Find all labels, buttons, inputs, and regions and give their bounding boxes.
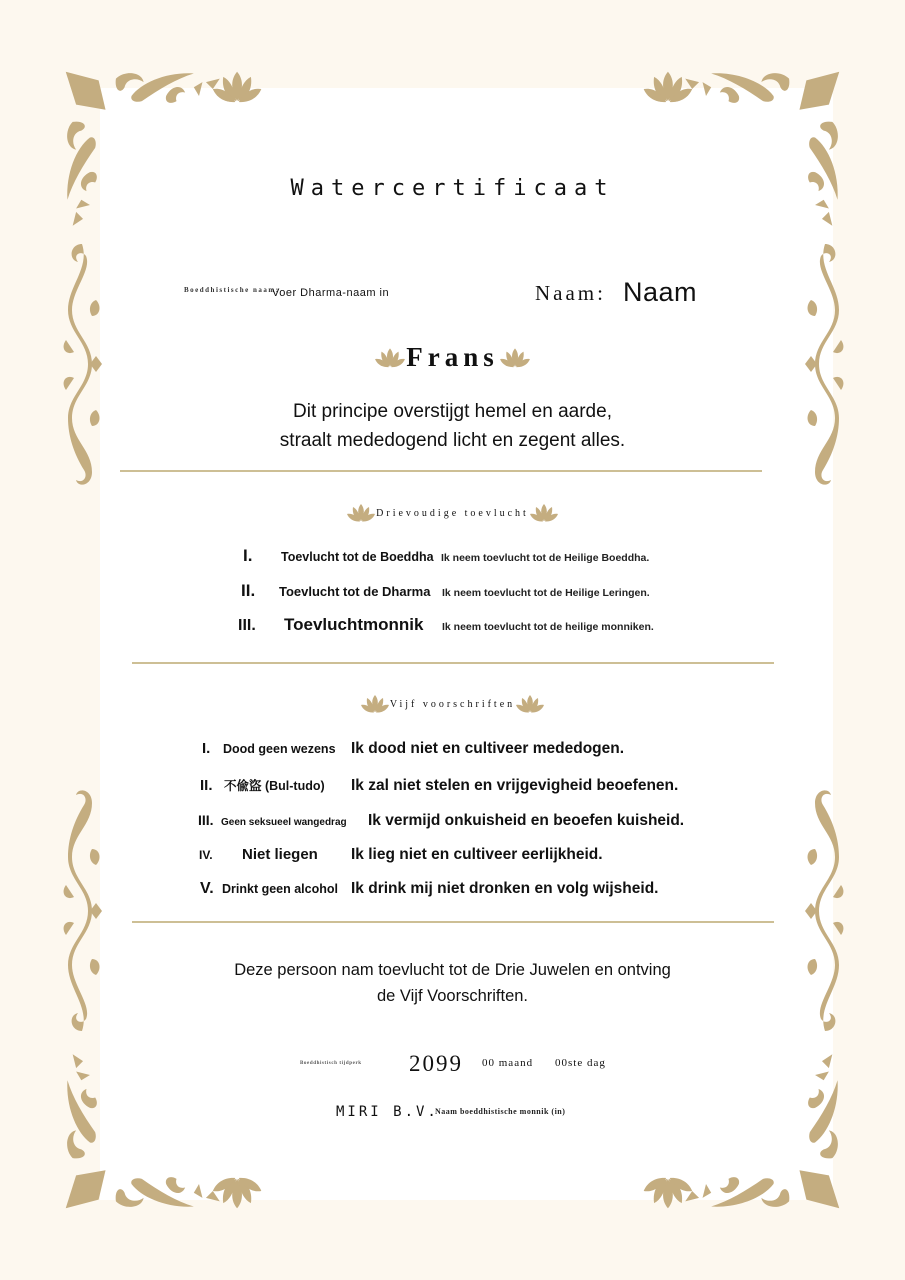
refuge-description: Ik neem toevlucht tot de Heilige Leringen.: [442, 587, 650, 599]
month-field[interactable]: 00 maand: [482, 1057, 534, 1069]
closing-statement: [0, 957, 905, 1009]
divider: [120, 470, 762, 472]
precept-description: Ik dood niet en cultiveer mededogen.: [351, 740, 625, 757]
precept-row: [199, 846, 603, 864]
refuge-title: Toevluchtmonnik: [284, 615, 424, 634]
dharma-heading: [0, 342, 905, 373]
precept-title: Niet liegen: [242, 846, 318, 863]
motto-line-1: Dit principe overstijgt hemel en aarde,: [293, 401, 612, 422]
divider: [132, 921, 774, 923]
precepts-heading: [0, 693, 905, 715]
lotus-icon: [346, 502, 376, 524]
precept-title: Dood geen wezens: [223, 742, 336, 756]
refuge-row: [238, 615, 654, 635]
precept-row: [198, 812, 684, 830]
name-label: Naam:: [535, 281, 606, 305]
buddhist-name-field[interactable]: Voer Dharma-naam in: [272, 287, 390, 299]
closing-line-1: Deze persoon nam toevlucht tot de Drie Juwelen en ontving: [234, 961, 671, 979]
precept-title: Geen seksueel wangedrag: [221, 817, 347, 828]
name-field[interactable]: Naam: [623, 277, 698, 307]
era-label: Boeddhistisch tijdperk: [300, 1061, 362, 1066]
precept-title: Drinkt geen alcohol: [222, 882, 338, 896]
precept-numeral: III.: [198, 812, 214, 828]
year-field[interactable]: 2099: [409, 1051, 463, 1076]
lotus-icon: [374, 346, 406, 370]
closing-line-2: de Vijf Voorschriften.: [376, 987, 529, 1005]
buddhist-name-label: Boeddhistische naam:: [184, 286, 280, 294]
lotus-icon: [515, 693, 545, 715]
refuges-heading: [0, 502, 905, 524]
precept-row: [200, 880, 658, 898]
refuge-numeral: II.: [241, 581, 256, 600]
refuge-title: Toevlucht tot de Dharma: [279, 584, 431, 599]
precepts-heading-text: Vijf voorschriften: [389, 698, 516, 710]
precept-numeral: V.: [200, 880, 214, 897]
lotus-icon: [360, 693, 390, 715]
refuge-row: [243, 546, 649, 566]
motto-line-2: straalt mededogend licht en zegent alles.: [279, 430, 626, 451]
precept-title: 不偸盜 (Bul-tudo): [224, 779, 325, 793]
precept-description: Ik drink mij niet dronken en volg wijsheid.: [351, 880, 659, 897]
refuge-row: [241, 581, 650, 601]
lotus-icon: [499, 346, 531, 370]
precept-numeral: IV.: [199, 848, 213, 862]
refuge-description: Ik neem toevlucht tot de Heilige Boeddha.: [441, 552, 650, 564]
refuge-numeral: III.: [238, 617, 256, 634]
company-name: MIRI B.V.: [336, 1104, 439, 1120]
precept-numeral: II.: [200, 777, 213, 794]
precept-description: Ik lieg niet en cultiveer eerlijkheid.: [351, 846, 603, 863]
precept-numeral: I.: [202, 740, 211, 757]
precept-description: Ik zal niet stelen en vrijgevigheid beoefenen.: [351, 777, 679, 794]
motto: [0, 397, 905, 455]
divider: [132, 662, 774, 664]
precept-row: [200, 776, 678, 795]
precept-description: Ik vermijd onkuisheid en beoefen kuisheid.: [368, 812, 685, 829]
lotus-icon: [529, 502, 559, 524]
refuge-numeral: I.: [243, 546, 253, 565]
refuges-heading-text: Drievoudige toevlucht: [376, 507, 529, 519]
day-field[interactable]: 00ste dag: [555, 1057, 606, 1069]
dharma-heading-text: Frans: [406, 342, 499, 372]
monk-name-label: Naam boeddhistische monnik (in): [435, 1107, 566, 1116]
refuge-title: Toevlucht tot de Boeddha: [281, 550, 434, 564]
certificate-title: Watercertificaat: [290, 176, 615, 201]
refuge-description: Ik neem toevlucht tot de heilige monniken.: [442, 621, 654, 633]
precept-row: [202, 740, 624, 758]
